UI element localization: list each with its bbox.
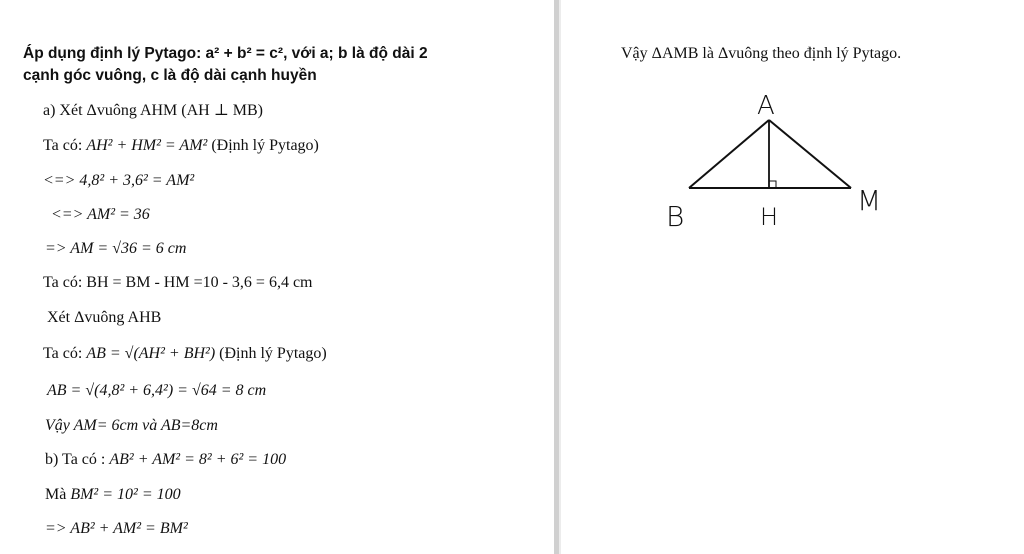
solution-line [45,485,181,505]
solution-line [43,273,312,293]
solution-line [43,136,319,156]
solution-line [43,344,327,364]
text: (Định lý Pytago) [207,137,319,154]
side-am [769,120,851,188]
text: Ta có: [43,345,87,362]
text: Mà [45,486,71,503]
text: Ta có: [43,137,87,154]
text: b) Ta có : [45,451,110,468]
text: Xét Δvuông AHB [47,309,162,326]
math: BM² = 10² = 100 [70,486,181,503]
label-a: A [757,91,775,121]
math: => AB² + AM² = BM² [45,520,188,537]
solution-line [51,205,150,225]
solution-line [47,308,161,328]
right-page [561,0,1024,554]
math: AB² + AM² = 8² + 6² = 100 [109,451,287,468]
label-h: H [760,203,779,231]
solution-line [43,171,194,191]
solution-line [45,239,186,259]
solution-line [47,381,266,401]
intro-paragraph [23,43,548,87]
label-b: B [666,200,685,233]
conclusion-caption: Vậy ΔAMB là Δvuông theo định lý Pytago. [621,45,902,62]
math: <=> AM² = 36 [51,206,150,223]
solution-line [43,101,263,121]
math: <=> 4,8² + 3,6² = AM² [43,172,195,189]
text: Ta có: BH = BM - HM =10 - 3,6 = 6,4 cm [43,274,313,291]
text: a) Xét Δvuông AHM (AH ⊥ MB) [43,102,263,119]
math: AB = √(AH² + BH²) [86,345,216,362]
solution-line [45,519,188,539]
solution-line [45,416,218,436]
text: (Định lý Pytago) [215,345,327,362]
right-angle-mark [769,181,776,188]
side-ab [689,120,769,188]
math: Vậy AM= 6cm và AB=8cm [45,417,218,434]
math: => AM = √36 = 6 cm [45,240,187,257]
intro-line-1: Áp dụng định lý Pytago: a² + b² = c², với a; b là độ dài 2 [23,45,428,62]
triangle-figure [656,80,896,240]
math: AH² + HM² = AM² [86,137,208,154]
solution-line [45,450,286,470]
math: AB = √(4,8² + 6,4²) = √64 = 8 cm [47,382,267,399]
label-m: M [857,184,882,217]
intro-line-2: cạnh góc vuông, c là độ dài cạnh huyền [23,67,317,84]
